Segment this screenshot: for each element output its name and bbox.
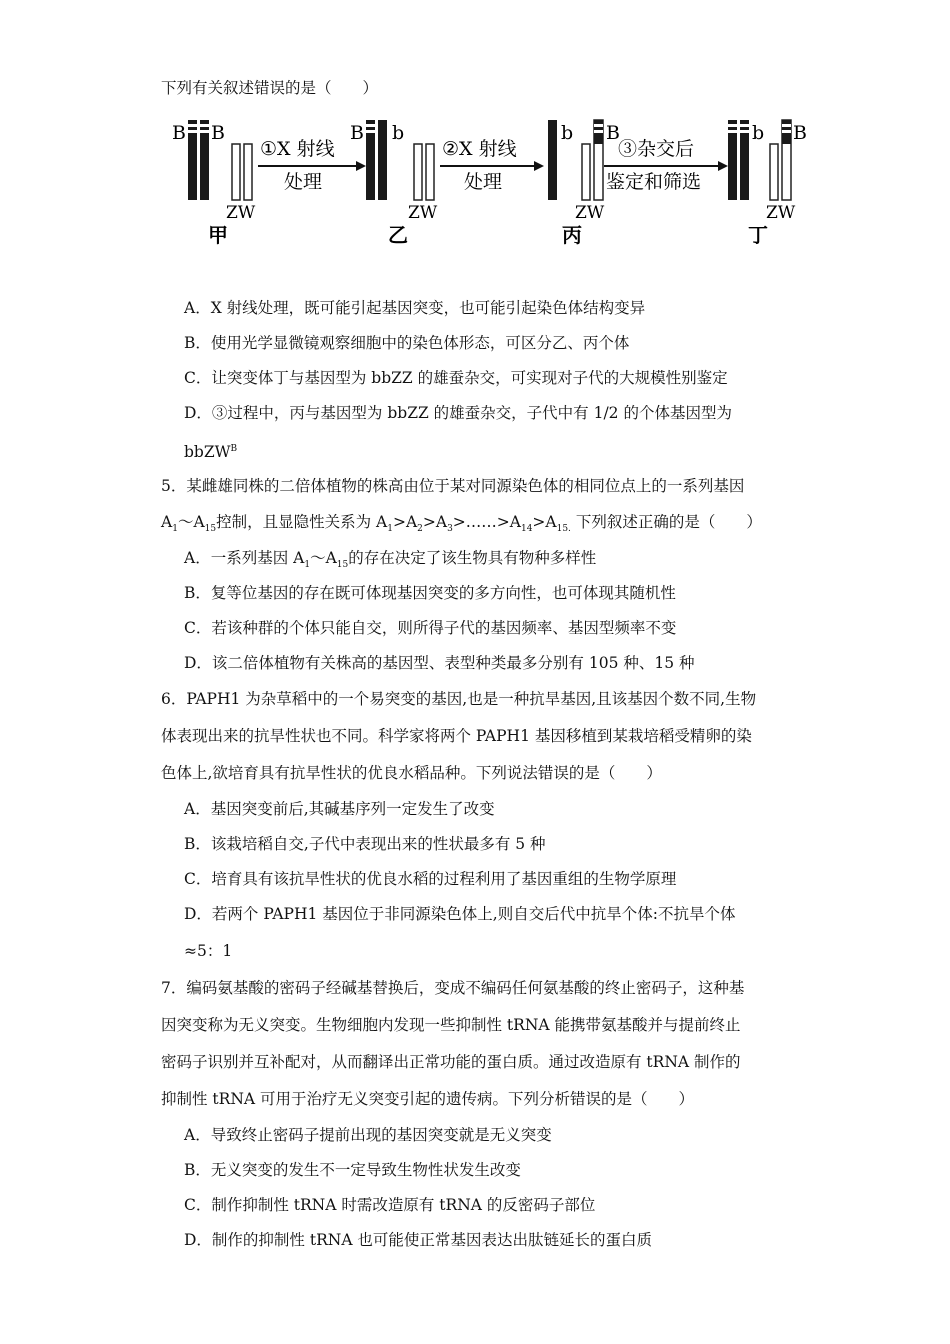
stage-label-ding: 丁: [748, 223, 768, 247]
gene-label: b: [561, 122, 574, 144]
q6-option-c: C．培育具有该抗旱性状的优良水稻的过程利用了基因重组的生物学原理: [184, 870, 677, 888]
q5-option-a: A．一系列基因 $A_1\sim A_{15}$的存在决定了该生物具有物种多样性: [184, 549, 597, 571]
q5-option-b: B．复等位基因的存在既可体现基因突变的多方向性，也可体现其随机性: [184, 584, 676, 602]
q6-option-d-cont: ≈5：1: [184, 942, 233, 960]
gene-label: b: [392, 122, 405, 144]
gene-label: B: [211, 122, 225, 144]
stage-jia: [172, 120, 256, 247]
svg-text:③杂交后: ③杂交后: [618, 138, 695, 160]
gene-label: B: [606, 122, 620, 144]
q5-stem-line1: 5．某雌雄同株的二倍体植物的株高由位于某对同源染色体的相同位点上的一系列基因: [161, 477, 745, 495]
q7-option-b: B．无义突变的发生不一定导致生物性状发生改变: [184, 1161, 521, 1179]
stage-yi: [350, 120, 438, 247]
gene-label: b: [752, 122, 765, 144]
q5-option-c: C．若该种群的个体只能自交，则所得子代的基因频率、基因型频率不变: [184, 619, 677, 637]
q4-option-d: D．③过程中，丙与基因型为 bbZZ 的雄蚕杂交，子代中有 1/2 的个体基因型为: [184, 404, 732, 422]
q7-stem-line3: 密码子识别并互补配对，从而翻译出正常功能的蛋白质。通过改造原有 tRNA 制作的: [161, 1053, 741, 1071]
svg-text:②X 射线: ②X 射线: [442, 138, 517, 160]
stage-label-yi: 乙: [388, 223, 408, 247]
arrow-cross-select: [604, 138, 728, 193]
q7-stem-line2: 因突变称为无义突变。生物细胞内发现一些抑制性 tRNA 能携带氨基酸并与提前终止: [161, 1016, 741, 1034]
arrow-xray-2: [440, 138, 544, 193]
gene-label: B: [172, 122, 186, 144]
zw-label: ZW: [766, 203, 796, 223]
q6-stem-line1: 6．PAPH1 为杂草稻中的一个易突变的基因,也是一种抗旱基因,且该基因个数不同,生物: [161, 690, 757, 708]
intro-text: 下列有关叙述错误的是（ ）: [161, 79, 379, 97]
stage-label-jia: 甲: [208, 223, 228, 247]
q4-option-b: B．使用光学显微镜观察细胞中的染色体形态，可区分乙、丙个体: [184, 334, 630, 352]
zw-label: ZW: [226, 203, 256, 223]
stage-ding: [728, 120, 807, 247]
q5-option-d: D．该二倍体植物有关株高的基因型、表型种类最多分别有 105 种、15 种: [184, 654, 695, 672]
q7-stem-line4: 抑制性 tRNA 可用于治疗无义突变引起的遗传病。下列分析错误的是（ ）: [161, 1090, 695, 1108]
q4-option-c: C．让突变体丁与基因型为 bbZZ 的雄蚕杂交，可实现对子代的大规模性别鉴定: [184, 369, 728, 387]
gene-label: B: [793, 122, 807, 144]
q7-option-a: A．导致终止密码子提前出现的基因突变就是无义突变: [184, 1126, 552, 1144]
q4-option-a: A．X 射线处理，既可能引起基因突变，也可能引起染色体结构变异: [184, 299, 646, 317]
q5-stem-line2: $A_1\sim A_{15}$控制，且显隐性关系为 $A_1>A_2>A_3>\dots\dots>A_{14}>A_{15.}$ 下列叙述正确的是（ ）: [161, 513, 762, 535]
svg-text:处理: 处理: [284, 171, 323, 193]
q7-option-d: D．制作的抑制性 tRNA 也可能使正常基因表达出肽链延长的蛋白质: [184, 1231, 652, 1249]
q6-option-b: B．该栽培稻自交,子代中表现出来的性状最多有 5 种: [184, 835, 546, 853]
q6-stem-line3: 色体上,欲培育具有抗旱性状的优良水稻品种。下列说法错误的是（ ）: [161, 764, 662, 782]
stage-label-bing: 丙: [562, 223, 582, 247]
q6-stem-line2: 体表现出来的抗旱性状也不同。科学家将两个 PAPH1 基因移植到某栽培稻受精卵的染: [161, 727, 752, 745]
svg-text:鉴定和筛选: 鉴定和筛选: [606, 171, 702, 193]
zw-label: ZW: [575, 203, 605, 223]
zw-label: ZW: [408, 203, 438, 223]
q6-option-a: A．基因突变前后,其碱基序列一定发生了改变: [184, 800, 495, 818]
q6-option-d: D．若两个 PAPH1 基因位于非同源染色体上,则自交后代中抗旱个体:不抗旱个体: [184, 905, 736, 923]
gene-label: B: [350, 122, 364, 144]
q7-stem-line1: 7．编码氨基酸的密码子经碱基替换后，变成不编码任何氨基酸的终止密码子，这种基: [161, 979, 745, 997]
svg-text:处理: 处理: [464, 171, 503, 193]
svg-text:①X 射线: ①X 射线: [260, 138, 335, 160]
q7-option-c: C．制作抑制性 tRNA 时需改造原有 tRNA 的反密码子部位: [184, 1196, 596, 1214]
q4-option-d-cont: bbZW$^B$: [184, 443, 238, 462]
chromosome-mutation-diagram: [170, 112, 810, 252]
arrow-xray-1: [258, 138, 366, 193]
